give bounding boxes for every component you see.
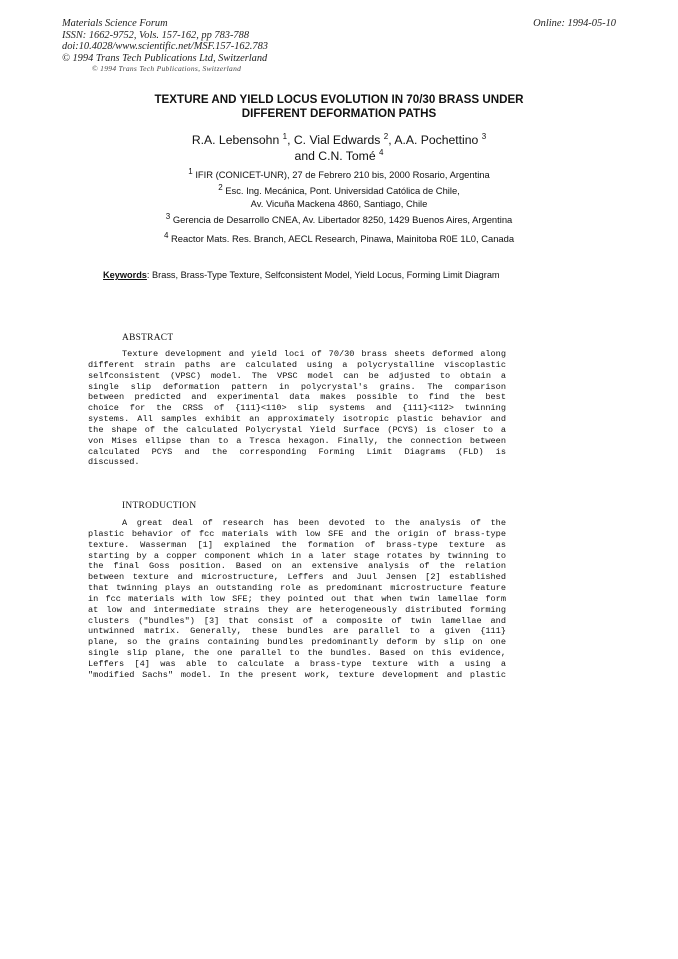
abstract-body xyxy=(88,349,506,468)
abstract-line: choice for the CRSS of {111}<110> slip systems and {111}<112> twinning xyxy=(88,403,506,414)
abstract-line: different strain paths are calculated using a polycrystalline viscoplastic xyxy=(88,359,506,370)
faded-copyright: © 1994 Trans Tech Publications, Switzerland xyxy=(92,64,242,73)
intro-line: the final Goss position. Based on an extensive analysis of the relation xyxy=(88,561,506,572)
abstract-line: systems. All samples exhibit an approximately isotropic plastic behavior and xyxy=(88,414,506,425)
keywords-text: : Brass, Brass-Type Texture, Selfconsistent Model, Yield Locus, Forming Limit Diagram xyxy=(146,270,500,280)
intro-line: between texture and microstructure, Leffers and Juul Jensen [2] established xyxy=(88,572,506,583)
abstract-line: von Mises ellipse than to a Tresca hexagon. Finally, the connection between xyxy=(88,435,506,446)
author-2: C. Vial Edwards xyxy=(293,133,381,147)
abstract-line: calculated PCYS and the corresponding Forming Limit Diagrams (FLD) is xyxy=(88,446,506,457)
intro-line: starting by a copper component which in a later stage rotates by twinning to xyxy=(88,550,506,561)
author-4-affil: 4 xyxy=(379,147,384,157)
affiliation-3: $^3$ Gerencia de Desarrollo CNEA, Av. Libertador 8250, 1429 Buenos Aires, Argentina xyxy=(165,211,513,225)
intro-line: at low and intermediate strains they are heterogeneously distributed forming xyxy=(88,604,506,615)
intro-line: clusters ("bundles") [3] that consist of a composite of twin lamellae and xyxy=(88,615,506,626)
intro-line: in fcc materials with low SFE; they pointed out that when twin lamellae form xyxy=(88,593,506,604)
issn-line: ISSN: 1662-9752, Vols. 157-162, pp 783-788 xyxy=(62,29,250,41)
title-line-1: TEXTURE AND YIELD LOCUS EVOLUTION IN 70/30 BRASS UNDER xyxy=(154,93,524,106)
journal-name: Materials Science Forum xyxy=(62,18,168,29)
introduction-heading: INTRODUCTION xyxy=(122,501,197,511)
intro-line: Leffers [4] was able to calculate a brass-type texture with a using a xyxy=(88,658,506,669)
abstract-line: discussed. xyxy=(88,457,140,468)
intro-line: plastic behavior of fcc materials with low SFE and the origin of brass-type xyxy=(88,528,506,539)
copyright-line: © 1994 Trans Tech Publications Ltd, Switzerland xyxy=(62,52,268,64)
intro-line: single slip plane, the one parallel to the bundles. Based on this evidence, xyxy=(88,648,506,659)
intro-line: "modified Sachs" model. In the present work, texture development and plastic xyxy=(88,669,506,680)
intro-line: that twinning plays an outstanding role as predominant microstructure feature xyxy=(88,583,506,594)
author-3: A.A. Pochettino xyxy=(394,133,479,147)
abstract-line: Texture development and yield loci of 70/30 brass sheets deformed along xyxy=(122,349,506,359)
affiliation-2: $^2$ Esc. Ing. Mecánica, Pont. Universidad Católica de Chile, Av. Vicuña Mackena 4860, Santiago, Chile xyxy=(218,182,460,209)
title-line-2: DIFFERENT DEFORMATION PATHS xyxy=(241,107,437,120)
intro-line: A great deal of research has been devoted to the analysis of the xyxy=(122,518,506,528)
author-1-affil: 1 xyxy=(282,131,288,141)
intro-line: untwinned matrix. Generally, these bundles are parallel to a given {111} xyxy=(88,626,506,637)
abstract-line: single slip deformation pattern in polycrystal's grains. The comparison xyxy=(88,381,506,392)
author-3-affil: 3 xyxy=(481,131,487,141)
introduction-body xyxy=(88,518,506,681)
author-list: R.A. Lebensohn $^1$, C. Vial Edwards $^2$, A.A. Pochettino $^3$ and C.N. Tomé $^4$ xyxy=(191,131,487,163)
abstract-line: between predicted and experimental data makes possible to find the best xyxy=(88,392,506,403)
author-1: R.A. Lebensohn xyxy=(191,133,280,147)
affiliation-1: $^1$ IFIR (CONICET-UNR), 27 de Febrero 210 bis, 2000 Rosario, Argentina xyxy=(188,166,490,180)
publication-header xyxy=(62,18,268,64)
intro-line: plane, so the grains containing bundles predominantly deform by slip on one xyxy=(88,637,506,648)
author-4: and C.N. Tomé xyxy=(294,149,376,163)
online-date: Online: 1994-05-10 xyxy=(533,18,616,29)
abstract-line: the shape of the calculated Polycrystal Yield Surface (PCYS) is closer to a xyxy=(88,424,506,435)
doi-line: doi:10.4028/www.scientific.net/MSF.157-162.783 xyxy=(62,41,268,52)
author-2-affil: 2 xyxy=(383,131,389,141)
paper-title xyxy=(62,93,616,121)
keywords-label: Keywords xyxy=(103,270,147,280)
intro-line: texture. Wasserman [1] explained the formation of brass-type texture as xyxy=(88,539,506,550)
abstract-heading: ABSTRACT xyxy=(122,333,174,343)
affiliation-4: $^4$ Reactor Mats. Res. Branch, AECL Research, Pinawa, Mainitoba R0E 1L0, Canada xyxy=(163,230,515,244)
keywords xyxy=(103,270,523,282)
abstract-line: selfconsistent (VPSC) model. The VPSC model can be adjusted to obtain a xyxy=(88,370,506,381)
